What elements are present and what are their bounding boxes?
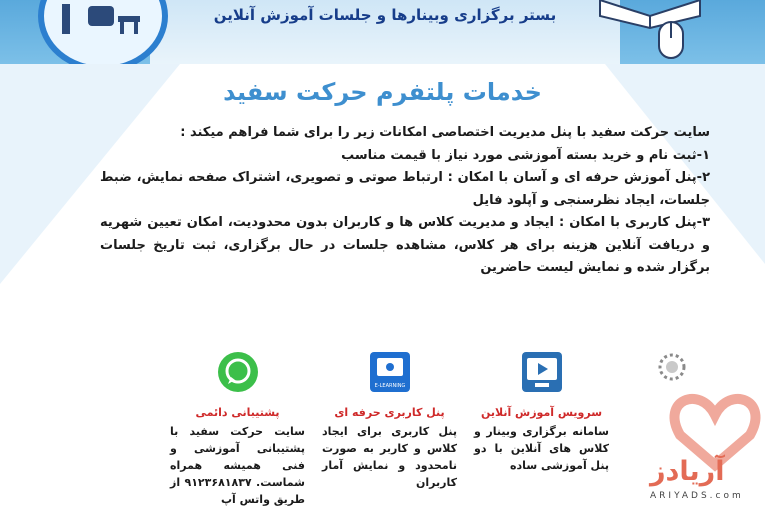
feature-online-service-desc: سامانه برگزاری وبینار و کلاس های آنلاین با دو پنل آموزشی ساده (474, 425, 609, 472)
feature-support-title: پشتیبانی دائمی (195, 406, 280, 419)
whatsapp-icon (216, 350, 260, 394)
classroom-logo (38, 0, 168, 64)
service-item-3: ۳-پنل کاربری با امکان : ایجاد و مدیریت کلاس ها و کاربران بدون محدودیت، امکان تعیین شهریه و دریافت آنلاین هزینه برای هر کلاس، مشاهده جلسات در حال برگزاری، ثبت تاریخ جلسات برگزار شده و نمایش لیست حاضرین (100, 215, 710, 275)
section-title: خدمات پلتفرم حرکت سفید (223, 78, 542, 106)
feature-online-service-title: سرویس آموزش آنلاین (480, 406, 603, 419)
service-item-1: ۱-ثبت نام و خرید بسته آموزشی مورد نیاز با قیمت مناسب (341, 147, 710, 163)
feature-columns (170, 350, 610, 510)
elearning-icon-label: E-LEARNING (374, 383, 405, 389)
service-item-2: ۲-پنل آموزش حرفه ای و آسان با امکان : ارتباط صوتی و تصویری، اشتراک صفحه نمایش، ضبط جلسات، ایجاد نظرسنجی و آپلود فایل (100, 170, 710, 208)
video-lesson-icon (520, 350, 564, 394)
services-description (100, 122, 710, 280)
intro-text: سایت حرکت سفید با پنل مدیریت اختصاصی امکانات زیر را برای شما فراهم میکند : (180, 125, 710, 140)
feature-user-panel-title: پنل کاربری حرفه ای (334, 406, 445, 419)
feature-online-service (474, 350, 609, 474)
feature-support-desc: سایت حرکت سفید با پشتیبانی آموزشی و فنی همیشه همراه شماست. ۹۱۲۳۶۸۱۸۳۷ از طریق واتس آپ (170, 425, 305, 506)
book-mouse-icon (595, 0, 705, 62)
top-banner (0, 0, 765, 64)
feature-support (170, 350, 305, 508)
banner-tagline: بستر برگزاری وبینارها و جلسات آموزش آنلاین (213, 6, 557, 24)
watermark-brand: آریادز (650, 456, 725, 487)
desk-chair-icon (58, 4, 148, 34)
watermark-site: ARIYADS.com (650, 491, 744, 501)
feature-user-panel (322, 350, 457, 491)
elearning-icon (368, 350, 412, 394)
feature-user-panel-desc: پنل کاربری برای ایجاد کلاس و کاربر به صورت نامحدود و نمایش آمار کاربران (322, 425, 457, 489)
